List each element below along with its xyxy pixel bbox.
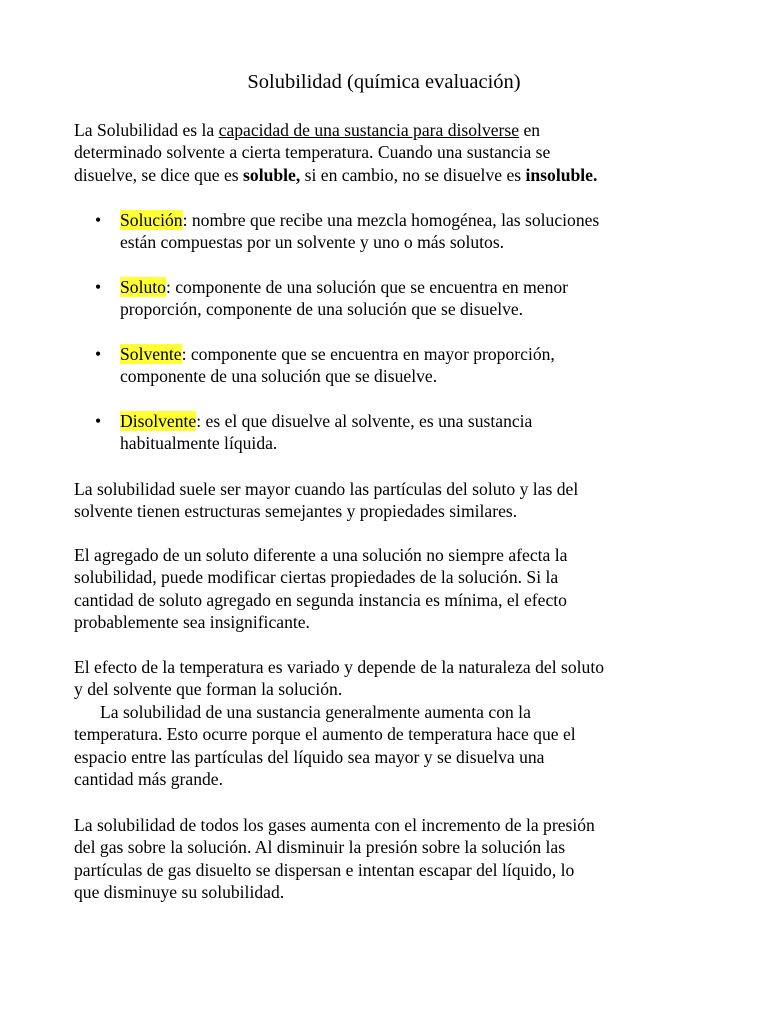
body-paragraph-1: La solubilidad suele ser mayor cuando las partículas del soluto y las del solvente tienen estructuras semejantes y propiedades similares. [74, 479, 579, 522]
document-page: Solubilidad (química evaluación) La Solubilidad es la capacidad de una sustancia para disolverse en determinado solvente a cierta temperatura. Cuando una sustancia se disuelve, se dice que es soluble, si en cambio, no se disuelve es insoluble. • Solución: nombre que recibe una mezcla homogénea, las soluciones están compuestas por un solvente y uno o más solutos. • Soluto: componente de una solución que se encuentra en menor proporción, componente de una solución que se disuelve. • Solvente: componente que se encuentra en mayor proporción, componente de una solución que se disuelve. • Disolvente: es el que disuelve al solvente, es una sustancia habitualmente líquida. La solubilidad suele ser mayor cuando las partículas del soluto y las del solvente tienen estructuras semejantes y propiedades similares. El agregado de un soluto diferente a una solución no siempre afecta la solubilidad, puede modificar ciertas propiedades de la solución. Si la cantidad de soluto agregado en segunda instancia es mínima, el efecto probablemente sea insignificante. El efecto de la temperatura es variado y depende de la naturaleza del soluto y del solvente que forman la solución. La solubilidad de una sustancia generalmente aumenta con la temperatura. Esto ocurre porque el aumento de temperatura hace que el espacio entre las partículas del líquido sea mayor y se disuelva una cantidad más grande. La solubilidad de todos los gases aumenta con el incremento de la presión del gas sobre la solución. Al disminuir la presión sobre la solución las partículas de gas disuelto se dispersan e intentan escapar del líquido, lo que disminuye su solubilidad. [0, 0, 768, 1024]
body-paragraph-2: El agregado de un soluto diferente a una solución no siempre afecta la solubilidad, puede modificar ciertas propiedades de la solución. Si la cantidad de soluto agregado en segunda instancia es mínima, el efecto probablemente sea insignificante. [74, 545, 568, 633]
intro-line-1: La Solubilidad es la capacidad de una sustancia para disolverse en [74, 120, 541, 140]
term-insoluble: insoluble. [525, 164, 598, 185]
body-paragraph-4: La solubilidad de todos los gases aumenta con el incremento de la presión del gas sobre la solución. Al disminuir la presión sobre la solución las partículas de gas disuelto se dispersan e intentan escapar del líquido, lo que disminuye su solubilidad. [74, 815, 595, 903]
bullet-icon: • [95, 344, 102, 364]
definition-underlined: capacidad de una sustancia para disolverse [218, 120, 520, 140]
bullet-icon: • [95, 210, 102, 230]
highlighted-term: Solvente [120, 344, 182, 364]
intro-paragraph [74, 119, 714, 186]
bullet-icon: • [95, 411, 102, 431]
intro-line-3: disuelve, se dice que es soluble, si en cambio, no se disuelve es insoluble. [74, 164, 598, 185]
highlighted-term: Disolvente [120, 411, 197, 431]
term-soluble: soluble, [243, 164, 301, 185]
highlighted-term: Solución [120, 210, 183, 230]
body-paragraph-3: El efecto de la temperatura es variado y depende de la naturaleza del soluto y del solvente que forman la solución. La solubilidad de una sustancia generalmente aumenta con la temperatura. Esto ocurre porque el aumento de temperatura hace que el espacio entre las partículas del líquido sea mayor y se disuelva una cantidad más grande. [74, 657, 605, 790]
highlighted-term: Soluto [120, 277, 166, 297]
intro-line-2: determinado solvente a cierta temperatura. Cuando una sustancia se [74, 142, 551, 163]
document-title: Solubilidad (química evaluación) [247, 71, 521, 93]
bullet-icon: • [95, 277, 102, 297]
